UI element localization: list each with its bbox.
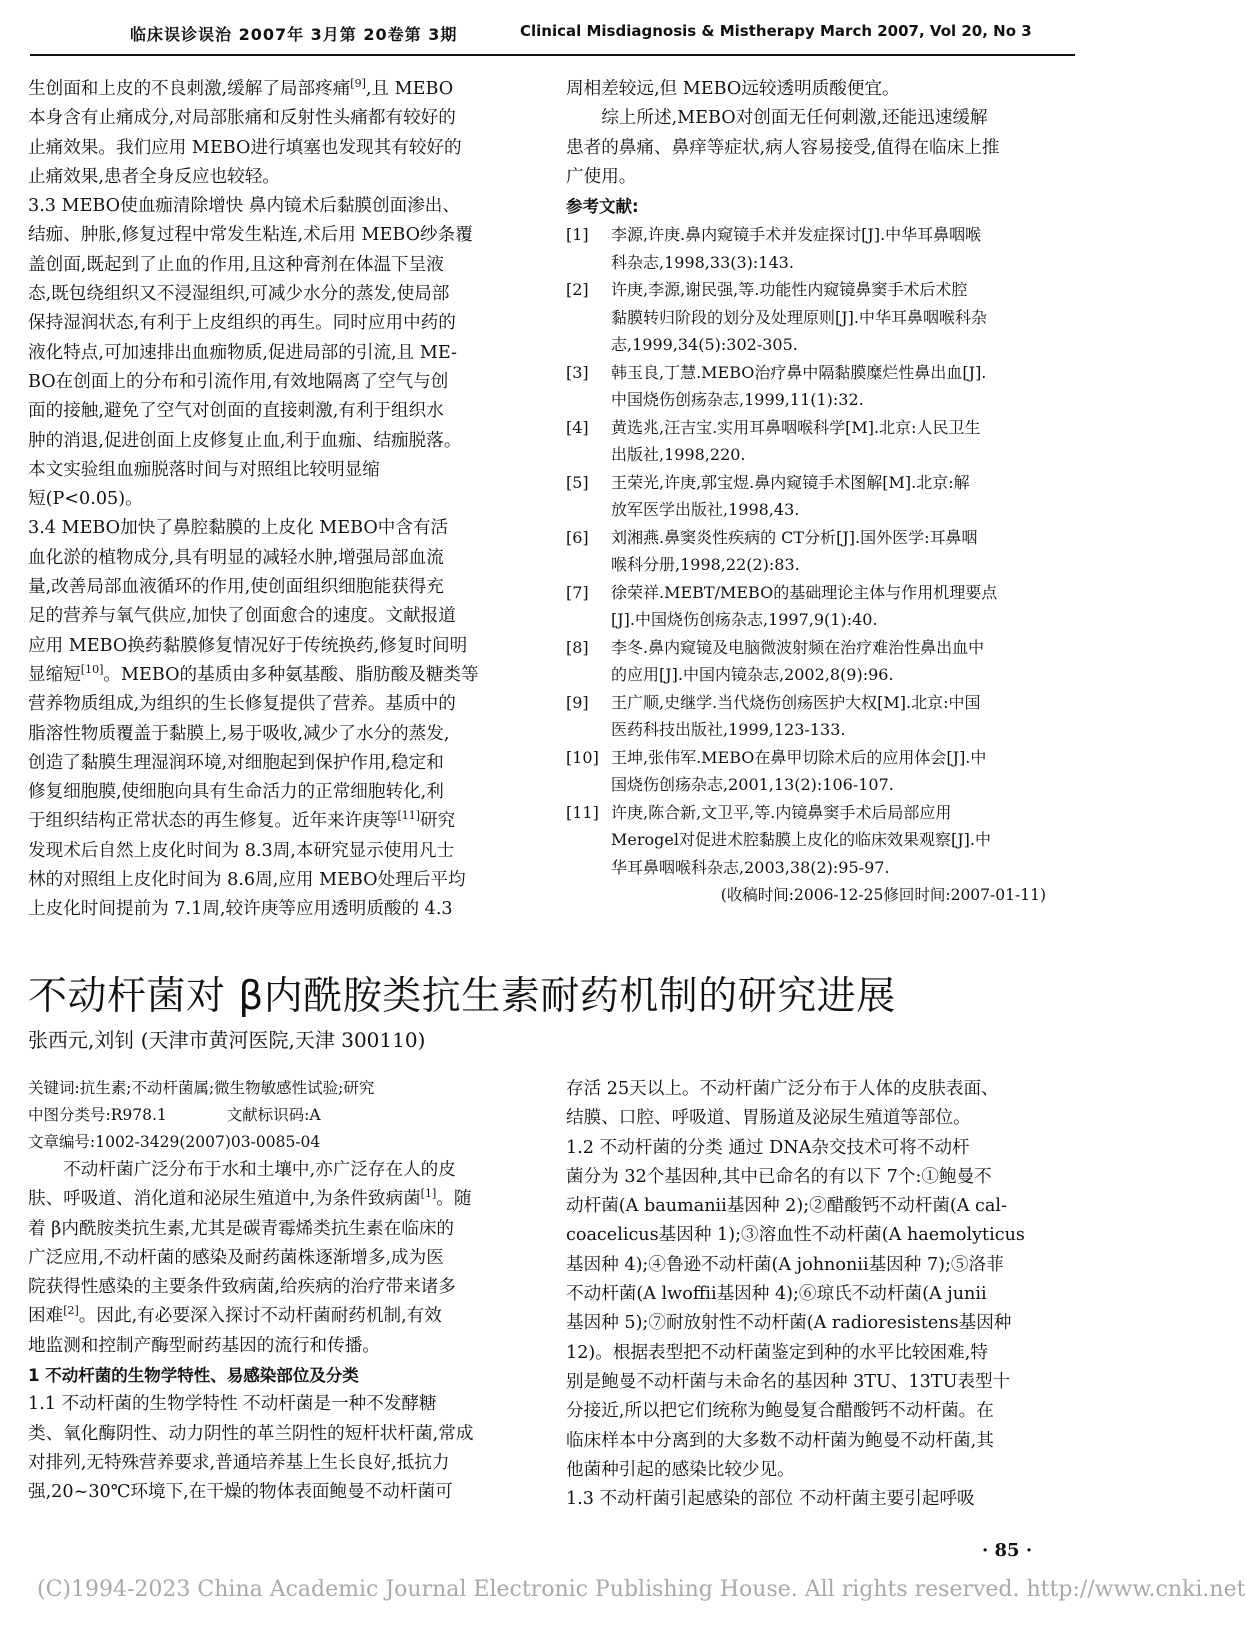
- keywords: 关键词:抗生素;不动杆菌属;微生物敏感性试验;研究: [28, 1079, 375, 1097]
- body-line: coacelicus基因种 1);③溶血性不动杆菌(A haemolyticus: [566, 1225, 1025, 1246]
- body-line: 结膜、口腔、呼吸道、胃肠道及泌尿生殖道等部位。: [566, 1108, 971, 1129]
- header-journal-en: Clinical Misdiagnosis & Mistherapy March 2007, Vol 20, No 3: [520, 22, 1032, 40]
- reference-item: [566, 524, 1066, 579]
- references-title: 参考文献:: [566, 197, 639, 217]
- header-journal-cn: 临床误诊误治 2007年 3月第 20卷第 3期: [130, 25, 458, 44]
- section-heading: 1.2 不动杆菌的分类 通过 DNA杂交技术可将不动杆: [566, 1137, 970, 1158]
- body-line: 血化淤的植物成分,具有明显的减轻水肿,增强局部血流: [28, 547, 444, 568]
- reference-text: 刘湘燕.鼻窦炎性疾病的 CT分析[J].国外医学:耳鼻咽: [611, 527, 978, 547]
- body-line: 上皮化时间提前为 7.1周,较许庚等应用透明质酸的 4.3: [28, 899, 453, 920]
- classification-line: [28, 1102, 538, 1129]
- body-line: 于组织结构正常状态的再生修复。近年来许庚等[11]研究: [28, 809, 456, 832]
- reference-item: [566, 799, 1066, 882]
- body-line: 类、氧化酶阴性、动力阴性的革兰阴性的短杆状杆菌,常成: [28, 1423, 474, 1444]
- body-line: 生创面和上皮的不良刺激,缓解了局部疼痛[9],且 MEBO: [28, 77, 454, 99]
- page-number: · 85 ·: [982, 1540, 1033, 1561]
- reference-text: 国烧伤创疡杂志,2001,13(2):106-107.: [611, 775, 894, 795]
- body-line: 临床样本中分离到的大多数不动杆菌为鲍曼不动杆菌,其: [566, 1430, 994, 1451]
- reference-text: 华耳鼻咽喉科杂志,2003,38(2):95-97.: [611, 857, 890, 877]
- body-line: 院获得性感染的主要条件致病菌,给疾病的治疗带来诸多: [28, 1277, 456, 1298]
- reference-text: 李冬.鼻内窥镜及电脑微波射频在治疗难治性鼻出血中: [611, 637, 985, 657]
- body-line: 止痛效果,患者全身反应也较轻。: [28, 166, 280, 187]
- article-authors: 张西元,刘钊 (天津市黄河医院,天津 300110): [28, 1028, 426, 1052]
- body-line: 周相差较远,但 MEBO远较透明质酸便宜。: [566, 79, 900, 99]
- article-left-column: [28, 1075, 538, 1508]
- body-line: 强,20~30℃环境下,在干燥的物体表面鲍曼不动杆菌可: [28, 1482, 453, 1503]
- reference-item: [566, 634, 1066, 689]
- body-line: 困难[2]。因此,有必要深入探讨不动杆菌耐药机制,有效: [28, 1304, 442, 1327]
- reference-number: [2]: [566, 280, 589, 300]
- reference-number: [9]: [566, 692, 589, 712]
- body-line: BO在创面上的分布和引流作用,有效地隔离了空气与创: [28, 371, 449, 392]
- header-rule: [30, 54, 1075, 56]
- body-line: 12)。根据表型把不动杆菌鉴定到种的水平比较困难,特: [566, 1342, 988, 1363]
- reference-item: [566, 276, 1066, 359]
- body-line: 存活 25天以上。不动杆菌广泛分布于人体的皮肤表面、: [566, 1079, 999, 1099]
- reference-text: 黏膜转归阶段的划分及处理原则[J].中华耳鼻咽喉科杂: [611, 307, 987, 327]
- body-line: 别是鲍曼不动杆菌与未命名的基因种 3TU、13TU表型十: [566, 1371, 1011, 1392]
- reference-item: [566, 579, 1066, 634]
- reference-text: 黄选兆,汪吉宝.实用耳鼻咽喉科学[M].北京:人民卫生: [611, 417, 981, 437]
- body-line: 盖创面,既起到了止血的作用,且这种膏剂在体温下呈液: [28, 254, 444, 275]
- body-line: 修复细胞膜,使细胞向具有生命活力的正常细胞转化,利: [28, 782, 444, 803]
- reference-text: 韩玉良,丁慧.MEBO治疗鼻中隔黏膜糜烂性鼻出血[J].: [611, 362, 987, 382]
- body-line: 本文实验组血痂脱落时间与对照组比较明显缩: [28, 459, 380, 480]
- body-line: 止痛效果。我们应用 MEBO进行填塞也发现其有较好的: [28, 137, 462, 158]
- body-line: 分接近,所以把它们统称为鲍曼复合醋酸钙不动杆菌。在: [566, 1401, 994, 1422]
- body-line: 面的接触,避免了空气对创面的直接刺激,有利于组织水: [28, 401, 444, 422]
- reference-text: [J].中国烧伤创疡杂志,1997,9(1):40.: [611, 610, 878, 630]
- reference-list: [566, 221, 1066, 881]
- reference-text: 医药科技出版社,1999,123-133.: [611, 720, 846, 740]
- running-header: [30, 22, 1075, 52]
- reference-text: 徐荣祥.MEBT/MEBO的基础理论主体与作用机理要点: [611, 582, 998, 602]
- reference-item: [566, 414, 1066, 469]
- reference-text: 李源,许庚.鼻内窥镜手术并发症探讨[J].中华耳鼻咽喉: [611, 225, 982, 245]
- body-line: 营养物质组成,为组织的生长修复提供了营养。基质中的: [28, 694, 456, 715]
- reference-number: [8]: [566, 637, 589, 657]
- body-line: 菌分为 32个基因种,其中已命名的有以下 7个:①鲍曼不: [566, 1166, 992, 1187]
- body-line: 足的营养与氧气供应,加快了创面愈合的速度。文献报道: [28, 606, 456, 627]
- body-line: 他菌种引起的感染比较少见。: [566, 1459, 795, 1480]
- body-line: 结痂、肿胀,修复过程中常发生粘连,术后用 MEBO纱条覆: [28, 225, 473, 246]
- body-line: 液化特点,可加速排出血痂物质,促进局部的引流,且 ME-: [28, 342, 457, 363]
- reference-item: [566, 689, 1066, 744]
- body-line: 综上所述,MEBO对创面无任何刺激,还能迅速缓解: [601, 108, 988, 129]
- reference-text: 放军医学出版社,1998,43.: [611, 500, 800, 520]
- body-line: 脂溶性物质覆盖于黏膜上,易于吸收,减少了水分的蒸发,: [28, 723, 450, 744]
- body-line: 短(P<0.05)。: [28, 489, 143, 510]
- reference-item: [566, 469, 1066, 524]
- article-intro-text: [28, 1156, 538, 1508]
- body-line: 动杆菌(A baumanii基因种 2);②醋酸钙不动杆菌(A cal-: [566, 1196, 1007, 1217]
- reference-number: [7]: [566, 582, 589, 602]
- body-line: 广泛应用,不动杆菌的感染及耐药菌株逐渐增多,成为医: [28, 1247, 444, 1268]
- body-line: 发现术后自然上皮化时间为 8.3周,本研究显示使用凡士: [28, 840, 455, 861]
- section-heading: 3.4 MEBO加快了鼻腔黏膜的上皮化 MEBO中含有活: [28, 518, 449, 539]
- reference-number: [11]: [566, 802, 599, 822]
- reference-text: 志,1999,34(5):302-305.: [611, 335, 798, 355]
- article-number: 文章编号:1002-3429(2007)03-0085-04: [28, 1133, 321, 1151]
- body-line: 不动杆菌广泛分布于水和土壤中,亦广泛存在人的皮: [63, 1160, 456, 1180]
- body-line: 应用 MEBO换药黏膜修复情况好于传统换药,修复时间明: [28, 635, 468, 656]
- left-column: [28, 75, 538, 925]
- right-column: [566, 75, 1066, 911]
- body-line: 显缩短[10]。MEBO的基质由多种氨基酸、脂肪酸及糖类等: [28, 663, 479, 685]
- body-line: 不动杆菌(A lwoffii基因种 4);⑥琼氏不动杆菌(A junii: [566, 1284, 987, 1305]
- reference-text: 许庚,陈合新,文卫平,等.内镜鼻窦手术后局部应用: [611, 802, 952, 822]
- body-line: 对排列,无特殊营养要求,普通培养基上生长良好,抵抗力: [28, 1452, 450, 1473]
- reference-text: 王荣光,许庚,郭宝煜.鼻内窥镜手术图解[M].北京:解: [611, 472, 970, 492]
- body-line: 林的对照组上皮化时间为 8.6周,应用 MEBO处理后平均: [28, 870, 466, 891]
- doc-code: 文献标识码:A: [226, 1106, 321, 1124]
- clc-number: 中图分类号:R978.1: [28, 1106, 167, 1124]
- reference-text: 中国烧伤创疡杂志,1999,11(1):32.: [611, 390, 864, 410]
- conclusion-text: [566, 75, 1066, 192]
- reference-number: [1]: [566, 225, 589, 245]
- reference-text: 许庚,李源,谢民强,等.功能性内窥镜鼻窦手术后术腔: [611, 280, 968, 300]
- section-heading: 1 不动杆菌的生物学特性、易感染部位及分类: [28, 1366, 359, 1386]
- body-line: 肤、呼吸道、消化道和泌尿生殖道中,为条件致病菌[1]。随: [28, 1187, 472, 1210]
- reference-text: 出版社,1998,220.: [611, 445, 746, 465]
- body-line: 创造了黏膜生理湿润环境,对细胞起到保护作用,稳定和: [28, 752, 444, 773]
- body-line: 基因种 5);⑦耐放射性不动杆菌(A radioresistens基因种: [566, 1313, 1012, 1334]
- body-line: 着 β内酰胺类抗生素,尤其是碳青霉烯类抗生素在临床的: [28, 1218, 455, 1239]
- section-heading: 1.3 不动杆菌引起感染的部位 不动杆菌主要引起呼吸: [566, 1489, 975, 1510]
- reference-item: [566, 359, 1066, 414]
- body-line: 广使用。: [566, 166, 637, 187]
- body-line: 量,改善局部血液循环的作用,使创面组织细胞能获得充: [28, 577, 444, 598]
- body-line: 本身含有止痛成分,对局部胀痛和反射性头痛都有较好的: [28, 108, 456, 129]
- reference-text: 的应用[J].中国内镜杂志,2002,8(9):96.: [611, 665, 894, 685]
- reference-text: Merogel对促进术腔黏膜上皮化的临床效果观察[J].中: [611, 830, 991, 850]
- body-line: 患者的鼻痛、鼻痒等症状,病人容易接受,值得在临床上推: [566, 137, 1000, 158]
- body-line: 保持湿润状态,有利于上皮组织的再生。同时应用中药的: [28, 313, 456, 334]
- body-line: 地监测和控制产酶型耐药基因的流行和传播。: [28, 1335, 380, 1356]
- reference-number: [4]: [566, 417, 589, 437]
- article-right-column: [566, 1075, 1066, 1514]
- reference-number: [10]: [566, 747, 599, 767]
- reference-item: [566, 221, 1066, 276]
- body-line: 态,既包绕组织又不浸湿组织,可减少水分的蒸发,使局部: [28, 284, 450, 305]
- reference-text: 王广顺,史继学.当代烧伤创疡医护大权[M].北京:中国: [611, 692, 981, 712]
- body-line: 基因种 4);④鲁逊不动杆菌(A johnonii基因种 7);⑤洛菲: [566, 1254, 1004, 1275]
- reference-number: [5]: [566, 472, 589, 492]
- reference-item: [566, 744, 1066, 799]
- body-line: 肿的消退,促进创面上皮修复止血,利于血痂、结痂脱落。: [28, 430, 462, 451]
- reference-text: 王坤,张伟军.MEBO在鼻甲切除术后的应用体会[J].中: [611, 747, 987, 767]
- reference-text: 科杂志,1998,33(3):143.: [611, 252, 794, 272]
- article-title: 不动杆菌对 β内酰胺类抗生素耐药机制的研究进展: [28, 974, 896, 1019]
- reference-number: [3]: [566, 362, 589, 382]
- section-heading: 1.1 不动杆菌的生物学特性 不动杆菌是一种不发酵糖: [28, 1394, 437, 1415]
- section-heading: 3.3 MEBO使血痂清除增快 鼻内镜术后黏膜创面渗出、: [28, 196, 460, 217]
- reference-text: 喉科分册,1998,22(2):83.: [611, 555, 800, 575]
- reference-number: [6]: [566, 527, 589, 547]
- received-date: (收稿时间:2006-12-25修回时间:2007-01-11): [720, 886, 1046, 905]
- copyright-watermark: (C)1994-2023 China Academic Journal Electronic Publishing House. All rights reserved. http://www.cnki.net: [37, 1577, 1245, 1602]
